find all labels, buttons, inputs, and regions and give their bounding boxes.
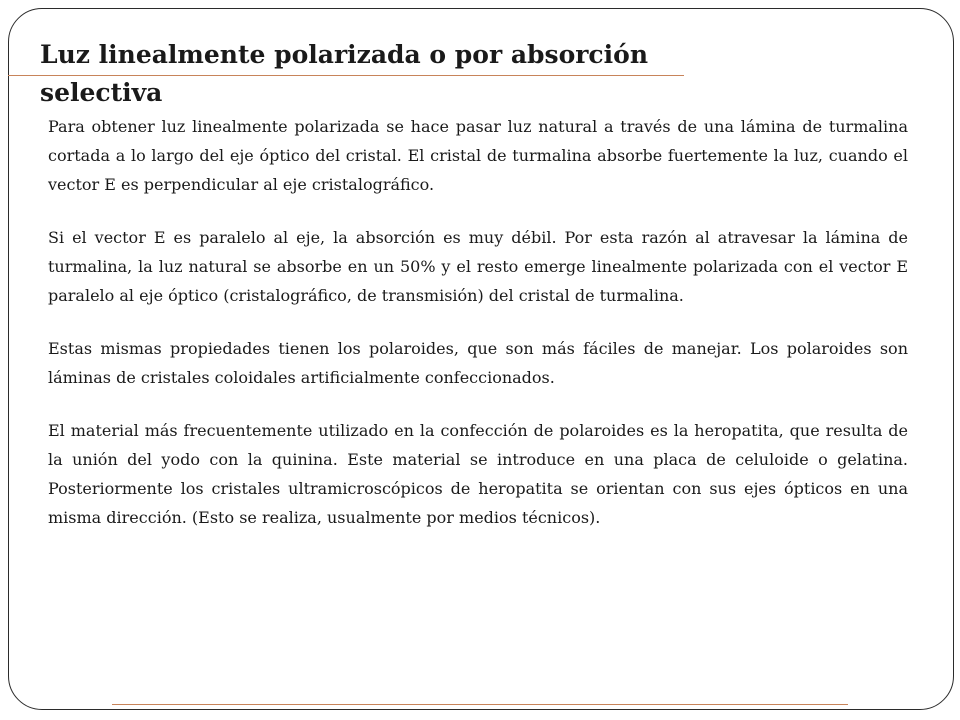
paragraph-4: El material más frecuentemente utilizado en la confección de polaroides es la heropatita, que resulta de la unión del yodo con la quinina. Este material se introduce en una placa de celuloide o gelatina. Posteriormente los cristales ultramicroscópicos de heropatita se orientan con sus ejes ópticos en una misma dirección. (Esto se realiza, usualmente por medios técnicos).: [48, 421, 908, 527]
paragraph-1: Para obtener luz linealmente polarizada se hace pasar luz natural a través de una lámina de turmalina cortada a lo largo del eje óptico del cristal. El cristal de turmalina absorbe fuertemente la luz, cuando el vector E es perpendicular al eje cristalográfico.: [48, 117, 908, 194]
footer-rule: [112, 704, 848, 705]
paragraph-2: Si el vector E es paralelo al eje, la absorción es muy débil. Por esta razón al atravesar la lámina de turmalina, la luz natural se absorbe en un 50% y el resto emerge linealmente polarizada con el vector E paralelo al eje óptico (cristalográfico, de transmisión) del cristal de turmalina.: [48, 228, 908, 305]
slide-body: [48, 112, 908, 556]
slide-title: Luz linealmente polarizada o por absorción selectiva: [40, 40, 648, 107]
paragraph-3: Estas mismas propiedades tienen los polaroides, que son más fáciles de manejar. Los polaroides son láminas de cristales coloidales artificialmente confeccionados.: [48, 339, 908, 387]
